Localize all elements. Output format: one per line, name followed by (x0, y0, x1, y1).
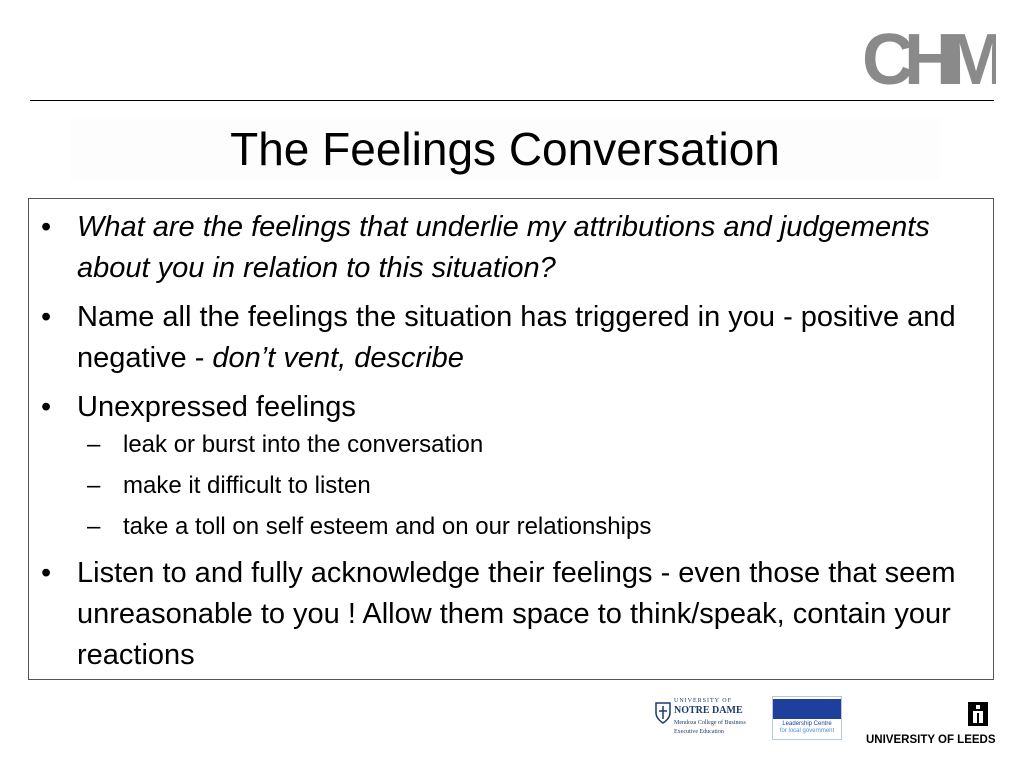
chm-logo (862, 24, 996, 88)
bullet-text-emphasis: don’t vent, describe (212, 342, 464, 374)
dash-mark: – (87, 513, 101, 540)
bullet-mark: • (41, 557, 52, 589)
sub-bullet-item (77, 430, 963, 460)
nd-line-3: Mendoza College of Business (674, 720, 746, 726)
bullet-mark: • (41, 391, 52, 423)
sub-bullet-item (77, 471, 963, 501)
lc-line-1: Leadership Centre (782, 721, 832, 727)
leeds-text: UNIVERSITY OF LEEDS (866, 734, 996, 746)
sub-bullet-item (77, 512, 963, 542)
nd-line-2: NOTRE DAME (674, 705, 743, 716)
nd-line-1: UNIVERSITY OF (674, 698, 732, 704)
chm-logo-text: CHM (862, 24, 996, 88)
bullet-item (29, 553, 993, 676)
sub-bullet-text: leak or burst into the conversation (123, 431, 484, 458)
lc-line-2: for local government (779, 728, 835, 734)
bullet-text: Name all the feelings the situation has triggered in you - positive and negative - (77, 301, 956, 374)
bullet-text: Listen to and fully acknowledge their feelings - even those that seem unreasonable to you ! Allow them space to think/speak, contain your reactions (77, 557, 956, 671)
leadership-centre-logo (772, 696, 842, 740)
bullet-item (29, 387, 993, 542)
bullet-mark: • (41, 301, 52, 333)
sub-bullet-text: take a toll on self esteem and on our relationships (123, 513, 652, 540)
content-box (28, 198, 994, 680)
university-of-leeds-logo (864, 700, 994, 746)
bullet-item (29, 297, 993, 379)
footer-logos (0, 690, 1024, 750)
leadership-centre-text (776, 721, 838, 735)
slide-title: The Feelings Conversation (70, 118, 940, 180)
header-divider (30, 100, 994, 101)
bullet-mark: • (41, 211, 52, 243)
notre-dame-text (674, 698, 746, 736)
sub-bullet-list (77, 430, 963, 542)
leadership-centre-band (773, 699, 841, 719)
dash-mark: – (87, 472, 101, 499)
bullet-text: Unexpressed feelings (77, 391, 356, 423)
nd-line-4: Executive Education (674, 729, 724, 735)
shield-icon (655, 702, 671, 724)
sub-bullet-text: make it difficult to listen (123, 472, 371, 499)
dash-mark: – (87, 431, 101, 458)
notre-dame-logo (655, 698, 755, 744)
bullet-text: What are the feelings that underlie my attributions and judgements about you in relation to this situation? (77, 211, 930, 284)
tower-icon (968, 702, 988, 726)
bullet-item (29, 207, 993, 289)
bullet-list (29, 207, 993, 684)
